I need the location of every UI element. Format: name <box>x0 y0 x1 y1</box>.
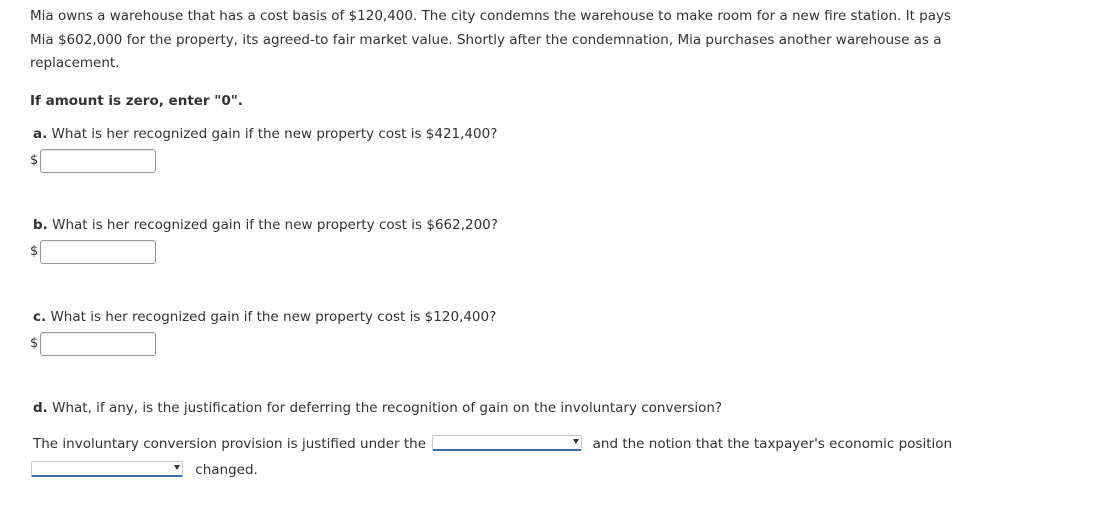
answer-c-input[interactable] <box>40 332 156 356</box>
answer-c-currency: $ <box>30 336 39 351</box>
answer-b-input[interactable] <box>40 240 156 264</box>
answer-a-currency: $ <box>30 153 39 168</box>
chevron-down-icon <box>174 465 180 470</box>
question-c-text: What is her recognized gain if the new property cost is $120,400? <box>50 309 497 325</box>
answer-a-input[interactable] <box>40 149 156 173</box>
instruction-text: If amount is zero, enter "0". <box>30 92 243 109</box>
answer-d-line-2 <box>31 461 258 479</box>
problem-line-2: Mia $602,000 for the property, its agreed-to fair market value. Shortly after the condemnation, Mia purchases another warehouse as a <box>30 31 942 48</box>
answer-d-line-1 <box>33 435 952 453</box>
question-a <box>33 125 497 143</box>
chevron-down-icon <box>573 439 579 444</box>
answer-d-sentence-part3: changed. <box>195 462 258 478</box>
justification-dropdown[interactable] <box>432 435 582 451</box>
problem-container <box>30 5 980 110</box>
problem-line-1: Mia owns a warehouse that has a cost basis of $120,400. The city condemns the warehouse to make room for a new fire station. It pays <box>30 8 952 24</box>
question-d <box>33 399 722 417</box>
question-b-text: What is her recognized gain if the new property cost is $662,200? <box>52 217 498 233</box>
question-a-letter: a. <box>33 126 48 142</box>
answer-d-sentence-part1: The involuntary conversion provision is justified under the <box>33 436 427 452</box>
economic-position-dropdown[interactable] <box>31 461 183 477</box>
question-a-text: What is her recognized gain if the new property cost is $421,400? <box>51 126 498 142</box>
question-d-letter: d. <box>33 400 48 416</box>
problem-statement <box>30 5 980 76</box>
problem-line-3: replacement. <box>30 55 120 71</box>
question-b-letter: b. <box>33 217 48 233</box>
question-c <box>33 308 496 326</box>
answer-d-sentence-part2: and the notion that the taxpayer's economic position <box>592 436 953 452</box>
answer-b-currency: $ <box>30 244 39 259</box>
question-b <box>33 216 498 234</box>
question-d-text: What, if any, is the justification for deferring the recognition of gain on the involuntary conversion? <box>52 400 723 416</box>
question-c-letter: c. <box>33 309 47 325</box>
